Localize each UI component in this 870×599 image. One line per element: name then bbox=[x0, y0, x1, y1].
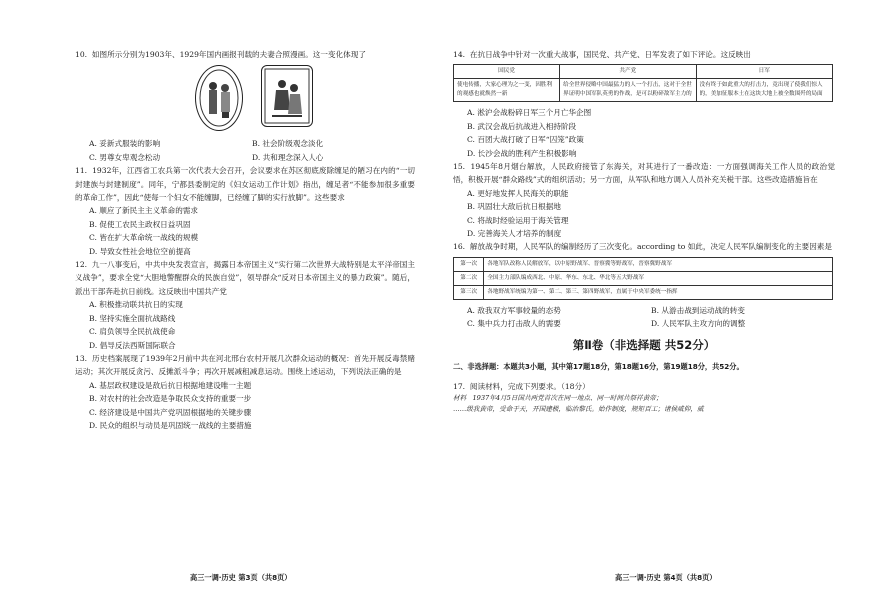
table-cell: 第二次 bbox=[454, 271, 484, 285]
cartoon-1929-icon bbox=[261, 65, 313, 127]
table-row bbox=[454, 257, 833, 271]
q16-option-c[interactable]: C. 集中兵力打击敌人的需要 bbox=[467, 319, 561, 329]
table-cell: 全国主力部队编成西北、中原、华东、东北、华北等五大野战军 bbox=[484, 271, 833, 285]
q16-table bbox=[453, 257, 833, 300]
table-cell: 第三次 bbox=[454, 285, 484, 299]
q15-option-b[interactable]: B. 巩固壮大敌后抗日根据地 bbox=[467, 202, 561, 212]
table-header-row bbox=[454, 65, 833, 79]
material-line-1: 材料 1937年4月5日国共两党首次在同一地点、同一时间共祭祥黄帝； bbox=[453, 394, 663, 403]
right-page-footer: 高三一调·历史 第4页（共8页） bbox=[615, 573, 717, 582]
q14-option-a[interactable]: A. 淞沪会战粉碎日军三个月亡华企图 bbox=[467, 108, 592, 118]
question-13: 13. 历史档案展现了1939年2月前中共在河北邢台农村开展几次群众运动的概况：首先开展反毒禁赌运动；其次开展反贪污、反摊派斗争；再次开展减租减息运动。围绕上述运动，下列说法正确的是 bbox=[75, 353, 415, 377]
q13-option-c[interactable]: C. 经济建设是中国共产党巩固根据地的关键步骤 bbox=[89, 407, 252, 417]
section-intro: 二、非选择题：本题共3小题，其中第17题18分，第18题16分，第19题18分，共52分。 bbox=[453, 361, 744, 371]
table-row bbox=[454, 79, 833, 102]
section-title: 第Ⅱ卷（非选择题 共52分） bbox=[572, 337, 716, 352]
question-10: 10. 如图所示分别为1903年、1929年国内画报刊载的夫妻合照漫画。这一变化体现了 bbox=[75, 50, 366, 59]
question-15: 15. 1945年8月烟台解放，人民政府接管了东海关，对其进行了一番改造：一方面强调海关工作人员的政治觉悟，积极开展“群众路线”式的组织活动；另一方面，从军队和地方调入人员补充关税干部。这些改造措施旨在 bbox=[453, 162, 835, 185]
q13-option-b[interactable]: B. 对农村的社会改造是争取民众支持的重要一步 bbox=[89, 394, 252, 404]
q14-option-c[interactable]: C. 百团大战打破了日军“囚笼”政策 bbox=[467, 135, 584, 145]
q16-option-b[interactable]: B. 从游击战到运动战的转变 bbox=[651, 305, 745, 315]
q12-option-b[interactable]: B. 坚持实施全面抗战路线 bbox=[89, 313, 176, 323]
q10-option-d[interactable]: D. 共和理念深入人心 bbox=[252, 152, 324, 162]
q10-option-b[interactable]: B. 社会阶级观念淡化 bbox=[252, 139, 324, 149]
q12-option-a[interactable]: A. 积极推动联共抗日的实现 bbox=[89, 300, 183, 310]
q16-option-a[interactable]: A. 敌我双方军事较量的态势 bbox=[467, 305, 561, 315]
q15-option-d[interactable]: D. 完善海关人才培养的制度 bbox=[467, 229, 562, 239]
table-row bbox=[454, 285, 833, 299]
table-row bbox=[454, 271, 833, 285]
right-page bbox=[435, 0, 870, 599]
question-16: 16. 解放战争时期，人民军队的编制经历了三次变化。according to 如此，决定人民军队编制变化的主要因素是 bbox=[453, 242, 832, 252]
table-cell: 给全世界侵略中国最猛力的人一个打击，这对于全世界证明中国军队英勇的作战，是可以粉碎敌军主力的 bbox=[560, 79, 696, 102]
right-column bbox=[453, 48, 835, 415]
q16-option-d[interactable]: D. 人民军队主攻方向的调整 bbox=[651, 319, 746, 329]
question-17: 17. 阅读材料，完成下列要求。（18分） bbox=[453, 382, 590, 392]
q15-option-c[interactable]: C. 将战时经验运用于海关管理 bbox=[467, 215, 569, 225]
left-page-footer: 高三一调·历史 第3页（共8页） bbox=[190, 573, 292, 582]
q14-option-b[interactable]: B. 武汉会战后抗战进入相持阶段 bbox=[467, 121, 577, 131]
question-12: 12. 九一八事变后，中共中央发表宣言，揭露日本帝国主义“实行第二次世界大战特别是太平洋帝国主义战争”，要求全党“大胆地警醒群众的民族自觉”，领导群众“反对日本帝国主义的暴力政策”。随后，派出干部奔赴抗日前线。这反映出中国共产党 bbox=[75, 260, 415, 296]
left-column bbox=[75, 48, 415, 432]
q10-option-a[interactable]: A. 妥新式服装的影响 bbox=[89, 139, 161, 149]
q13-option-a[interactable]: A. 基层政权建设是敌后抗日根据地建设唯一主题 bbox=[89, 380, 252, 390]
question-14: 14. 在抗日战争中针对一次重大战事，国民党、共产党、日军发表了如下评论。这反映出 bbox=[453, 50, 751, 59]
table-cell: 第一次 bbox=[454, 257, 484, 271]
q10-options-row1 bbox=[75, 137, 415, 150]
q16-options-row2 bbox=[453, 317, 835, 330]
table-header: 共产党 bbox=[560, 65, 696, 79]
q10-option-c[interactable]: C. 男尊女卑观念松动 bbox=[89, 152, 161, 162]
q15-option-a[interactable]: A. 更好地发挥人民海关的职能 bbox=[467, 188, 569, 198]
q11-option-a[interactable]: A. 顺应了新民主主义革命的需求 bbox=[89, 206, 199, 216]
q11-option-d[interactable]: D. 导致女性社会地位空前提高 bbox=[89, 246, 191, 256]
table-cell: 没有终于如此重大的打击力，竟出现了使我们惊人的，美加征服本土在这块大地上被全数围歼的局面 bbox=[696, 79, 832, 102]
q12-option-c[interactable]: C. 肩负领导全民抗战使命 bbox=[89, 327, 176, 337]
q16-options-row1 bbox=[453, 304, 835, 317]
q11-option-b[interactable]: B. 促使工农民主政权日益巩固 bbox=[89, 219, 191, 229]
q14-table bbox=[453, 64, 833, 102]
table-cell: 各地野战军统编为第一、第二、第三、第四野战军，直属于中央军委统一指挥 bbox=[484, 285, 833, 299]
q13-option-d[interactable]: D. 民众的组织与动员是巩固统一战线的主要措施 bbox=[89, 420, 252, 430]
q10-options-row2 bbox=[75, 151, 415, 164]
table-cell: 各地军队改称人民解放军，以中原野战军、晋察冀等野战军，晋察冀野战军 bbox=[484, 257, 833, 271]
table-header: 国民党 bbox=[454, 65, 560, 79]
cartoon-images bbox=[75, 65, 415, 131]
q14-option-d[interactable]: D. 长沙会战的胜利产生积极影响 bbox=[467, 148, 577, 158]
q11-option-c[interactable]: C. 皆在扩大革命统一战线的规模 bbox=[89, 233, 199, 243]
table-header: 日军 bbox=[696, 65, 832, 79]
q12-option-d[interactable]: D. 倡导反法西斯国际联合 bbox=[89, 340, 176, 350]
material-line-2: ……级我黄帝，受命于天，开国建极，临治黎氏。始作制度，规矩百工；诸侯咸仰，威 bbox=[453, 405, 704, 414]
question-11: 11. 1932年，江西省工农兵第一次代表大会召开，会议要求在苏区彻底废除缠足的陋习在内的“一切封建族与封建制度”。同年，宁都县委制定的《妇女运动工作计划》指出，缠足者“不能参加很多重要的革命工作”，因此“使每一个妇女不能缠脚，已经缠了脚的实行放脚”。这些要求 bbox=[75, 166, 415, 203]
cartoon-1903-icon bbox=[195, 65, 243, 131]
table-cell: 使电传播，大家心理为之一变，因胜利的观感也就焕然一新 bbox=[454, 79, 560, 102]
